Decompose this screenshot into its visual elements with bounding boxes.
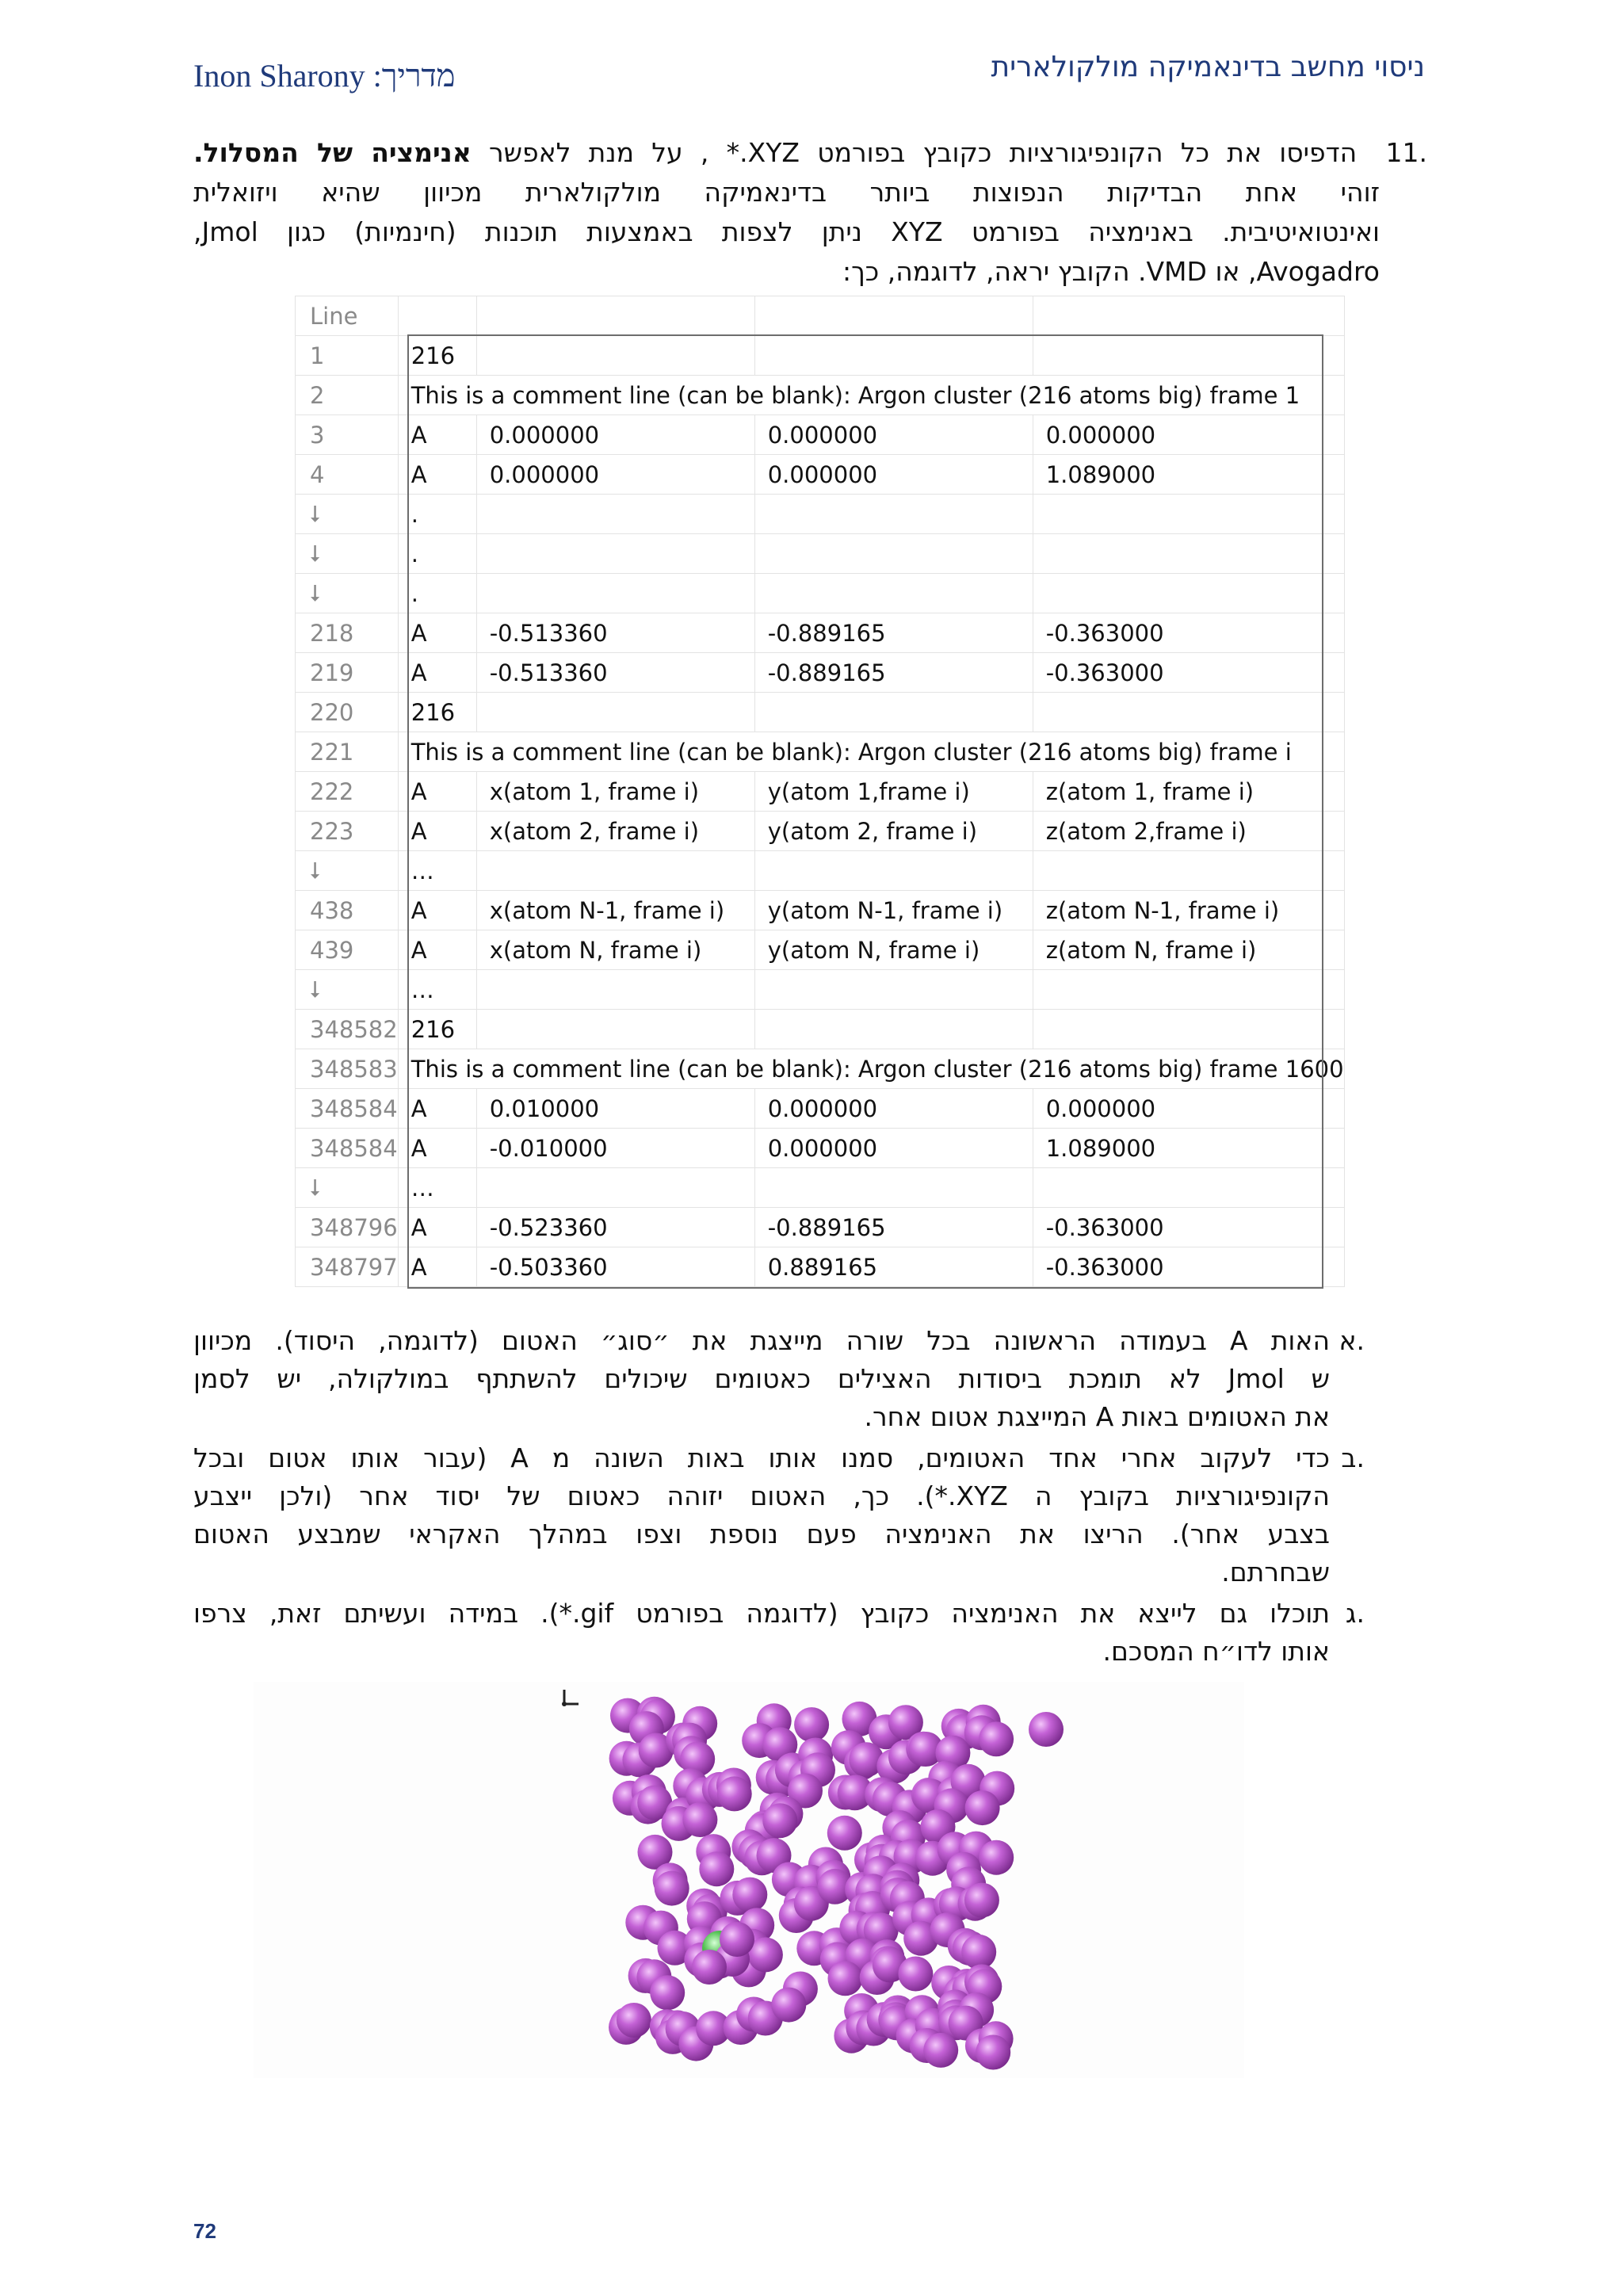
x-cell: x(atom 1, frame i): [476, 772, 754, 812]
argon-atom: [717, 1776, 752, 1811]
argon-atom: [979, 1721, 1014, 1756]
element-cell: A: [398, 1089, 476, 1129]
table-row: [296, 574, 1345, 613]
x-cell: [476, 495, 754, 534]
argon-atom: [827, 1816, 862, 1851]
z-cell: [1033, 1010, 1344, 1049]
table-row: [296, 376, 1345, 415]
y-cell: [754, 693, 1033, 732]
argon-atom: [979, 1840, 1014, 1875]
line-number-cell: ⭣: [296, 534, 399, 574]
x-cell: [476, 574, 754, 613]
x-cell: -0.513360: [476, 653, 754, 693]
y-cell: -0.889165: [754, 653, 1033, 693]
x-cell: -0.513360: [476, 613, 754, 653]
z-cell: 0.000000: [1033, 1089, 1344, 1129]
argon-atom: [965, 1790, 1000, 1825]
z-cell: [1033, 574, 1344, 613]
line-number-cell: 348583: [296, 1049, 399, 1089]
list-item: [193, 1439, 1365, 1591]
argon-atom: [976, 2035, 1010, 2070]
z-cell: [1033, 534, 1344, 574]
y-cell: 0.889165: [754, 1247, 1033, 1287]
line-number-cell: 222: [296, 772, 399, 812]
y-cell: [754, 1010, 1033, 1049]
list-item-line: אותו לדו״ח המסכם.: [1102, 1636, 1330, 1667]
argon-atom: [699, 1851, 734, 1886]
element-cell: A: [398, 1129, 476, 1168]
x-cell: x(atom 2, frame i): [476, 812, 754, 851]
table-header-line: Line: [296, 296, 399, 336]
line-number-cell: 348797: [296, 1247, 399, 1287]
line-number-cell: 221: [296, 732, 399, 772]
list-item: [193, 1595, 1365, 1671]
line-number-cell: 219: [296, 653, 399, 693]
table-row: [296, 613, 1345, 653]
line-number-cell: ⭣: [296, 1168, 399, 1208]
y-cell: [754, 495, 1033, 534]
line-number-cell: 220: [296, 693, 399, 732]
element-cell: …: [398, 970, 476, 1010]
y-cell: y(atom N-1, frame i): [754, 891, 1033, 930]
x-cell: [476, 1168, 754, 1208]
argon-atom: [964, 1883, 999, 1918]
x-cell: [476, 534, 754, 574]
argon-atom: [682, 1802, 717, 1837]
element-cell: .: [398, 534, 476, 574]
y-cell: y(atom N, frame i): [754, 930, 1033, 970]
x-cell: [476, 336, 754, 376]
argon-cluster-render: [254, 1682, 1244, 2078]
z-cell: -0.363000: [1033, 1247, 1344, 1287]
element-cell: A: [398, 772, 476, 812]
y-cell: -0.889165: [754, 1208, 1033, 1247]
list-item-line: ש Jmol לא תומכת ביסודות האצילים כאטומים שיכולים להשתתף במולקולה, יש לסמן: [193, 1363, 1330, 1394]
line-number-cell: 348582: [296, 1010, 399, 1049]
line-number-cell: 348796: [296, 1208, 399, 1247]
list-item-marker: .א: [1338, 1325, 1365, 1356]
table-row: [296, 653, 1345, 693]
x-cell: [476, 851, 754, 891]
axis-icon: [559, 1687, 583, 1710]
line-number-cell: 3: [296, 415, 399, 455]
table-row: [296, 455, 1345, 495]
element-cell: A: [398, 415, 476, 455]
z-cell: -0.363000: [1033, 653, 1344, 693]
table-row: [296, 693, 1345, 732]
z-cell: z(atom 2,frame i): [1033, 812, 1344, 851]
y-cell: y(atom 1,frame i): [754, 772, 1033, 812]
table-row: [296, 1010, 1345, 1049]
table-row: [296, 1208, 1345, 1247]
list-item-line: בצבע אחר). הריצו את האנימציה פעם נוספת וצפו במהלך האקראי שמבצע האטום: [193, 1519, 1330, 1549]
y-cell: 0.000000: [754, 415, 1033, 455]
table-row: [296, 1168, 1345, 1208]
line-number-cell: 1: [296, 336, 399, 376]
section-line-1-bold: אנימציה של המסלול.: [193, 137, 472, 168]
table-row: [296, 1247, 1345, 1287]
list-item: [193, 1322, 1365, 1436]
element-cell: …: [398, 851, 476, 891]
table-row: [296, 772, 1345, 812]
line-number-cell: 348584: [296, 1089, 399, 1129]
table-row: [296, 851, 1345, 891]
table-row: [296, 732, 1345, 772]
line-number-cell: 223: [296, 812, 399, 851]
z-cell: -0.363000: [1033, 613, 1344, 653]
list-item-line: תוכלו גם לייצא את האנימציה כקובץ (לדוגמה בפורמט ‎*.gif‎). במידה ועשיתם זאת, צרפו: [193, 1598, 1331, 1629]
line-number-cell: 218: [296, 613, 399, 653]
argon-atom: [650, 1975, 685, 2010]
comment-cell: This is a comment line (can be blank): Argon cluster (216 atoms big) frame 1: [398, 376, 1344, 415]
element-cell: A: [398, 891, 476, 930]
table-row: [296, 891, 1345, 930]
line-number-cell: ⭣: [296, 851, 399, 891]
table-row: [296, 812, 1345, 851]
z-cell: -0.363000: [1033, 1208, 1344, 1247]
element-cell: A: [398, 812, 476, 851]
comment-cell: This is a comment line (can be blank): Argon cluster (216 atoms big) frame i: [398, 732, 1344, 772]
course-title: ניסוי מחשב בדינאמיקה מולקולארית: [991, 51, 1425, 83]
z-cell: 1.089000: [1033, 455, 1344, 495]
argon-cluster-figure: [254, 1682, 1244, 2078]
element-cell: A: [398, 1208, 476, 1247]
element-cell: A: [398, 653, 476, 693]
line-number-cell: 2: [296, 376, 399, 415]
line-number-cell: ⭣: [296, 970, 399, 1010]
z-cell: z(atom 1, frame i): [1033, 772, 1344, 812]
list-item-marker: .ב: [1341, 1442, 1365, 1473]
element-cell: A: [398, 930, 476, 970]
x-cell: x(atom N-1, frame i): [476, 891, 754, 930]
y-cell: y(atom 2, frame i): [754, 812, 1033, 851]
table-header-row: [296, 296, 1345, 336]
element-cell: 216: [398, 336, 476, 376]
table-row: [296, 1049, 1345, 1089]
z-cell: [1033, 693, 1344, 732]
line-number-cell: 439: [296, 930, 399, 970]
argon-atom: [692, 1950, 727, 1985]
element-cell: A: [398, 1247, 476, 1287]
page-number: 72: [193, 2219, 216, 2243]
x-cell: 0.010000: [476, 1089, 754, 1129]
z-cell: [1033, 1168, 1344, 1208]
element-cell: A: [398, 455, 476, 495]
x-cell: [476, 970, 754, 1010]
y-cell: -0.889165: [754, 613, 1033, 653]
table-row: [296, 1129, 1345, 1168]
comment-cell: This is a comment line (can be blank): Argon cluster (216 atoms big) frame 1600: [398, 1049, 1344, 1089]
list-item-line: שבחרתם.: [1221, 1557, 1330, 1587]
argon-atom: [923, 2033, 958, 2068]
y-cell: [754, 574, 1033, 613]
y-cell: [754, 534, 1033, 574]
x-cell: -0.010000: [476, 1129, 754, 1168]
line-number-cell: 4: [296, 455, 399, 495]
list-item-line: את האטומים באות A המייצגת אטום אחר.: [864, 1401, 1330, 1432]
instructor-name: Inon Sharony :מדריך: [193, 58, 456, 94]
line-number-cell: 348584: [296, 1129, 399, 1168]
list-item-line: האות A בעמודה הראשונה בכל שורה מייצגת את ״סוג״ האטום (לדוגמה, היסוד). מכיוון: [193, 1325, 1330, 1356]
section-number: .11: [1385, 137, 1427, 168]
section-line-2: זוהי אחת הבדיקות הנפוצות ביותר בדינאמיקה מולקולארית מכיוון שהיא ויזואלית: [193, 177, 1380, 208]
table-row: [296, 495, 1345, 534]
section-line-4: Avogadro, או VMD. הקובץ יראה, לדוגמה, כך:: [842, 256, 1380, 287]
table-row: [296, 930, 1345, 970]
x-cell: 0.000000: [476, 415, 754, 455]
z-cell: [1033, 970, 1344, 1010]
table-row: [296, 336, 1345, 376]
z-cell: 1.089000: [1033, 1129, 1344, 1168]
argon-atom: [720, 1922, 754, 1957]
element-cell: 216: [398, 1010, 476, 1049]
table-row: [296, 1089, 1345, 1129]
argon-atom: [828, 1961, 863, 1996]
z-cell: z(atom N-1, frame i): [1033, 891, 1344, 930]
section-line-1: הדפיסו את כל הקונפיגורציות כקובץ בפורמט ‎*.XYZ‎ , על מנת לאפשר: [489, 137, 1358, 168]
element-cell: .: [398, 574, 476, 613]
argon-atom: [1029, 1712, 1064, 1747]
x-cell: -0.503360: [476, 1247, 754, 1287]
y-cell: 0.000000: [754, 455, 1033, 495]
element-cell: A: [398, 613, 476, 653]
x-cell: -0.523360: [476, 1208, 754, 1247]
section-11-paragraph: [193, 133, 1427, 292]
line-number-cell: ⭣: [296, 574, 399, 613]
y-cell: [754, 336, 1033, 376]
x-cell: x(atom N, frame i): [476, 930, 754, 970]
argon-atom: [732, 1878, 767, 1912]
element-cell: .: [398, 495, 476, 534]
list-item-marker: .ג: [1345, 1598, 1365, 1629]
table-row: [296, 415, 1345, 455]
list-item-line: כדי לעקוב אחרי אחד האטומים, סמנו אותו באות השונה מ A (עבור אותו אטום ובכל: [193, 1442, 1330, 1473]
y-cell: 0.000000: [754, 1089, 1033, 1129]
table-row: [296, 970, 1345, 1010]
y-cell: [754, 851, 1033, 891]
list-item-line: הקונפיגורציות בקובץ ה ‎*.XYZ‎). כך, האטום יזוהה כאטום של יסוד אחר (ולכן ייצבע: [193, 1480, 1330, 1511]
element-cell: …: [398, 1168, 476, 1208]
table-row: [296, 534, 1345, 574]
argon-atom: [898, 1957, 933, 1992]
notes-list: [193, 1322, 1365, 1674]
x-cell: 0.000000: [476, 455, 754, 495]
argon-atom: [961, 1935, 996, 1969]
x-cell: [476, 693, 754, 732]
y-cell: [754, 1168, 1033, 1208]
argon-atom: [762, 1803, 797, 1838]
z-cell: z(atom N, frame i): [1033, 930, 1344, 970]
line-number-cell: ⭣: [296, 495, 399, 534]
x-cell: [476, 1010, 754, 1049]
argon-atom: [794, 1707, 829, 1742]
xyz-example-table: [295, 296, 1345, 1287]
element-cell: 216: [398, 693, 476, 732]
argon-atom: [771, 1988, 806, 2023]
argon-atom: [655, 1871, 689, 1906]
y-cell: [754, 970, 1033, 1010]
argon-atom: [617, 2003, 651, 2038]
section-line-3: ואינטואיטיבית. באנימציה בפורמט XYZ ניתן לצפות באמצעות תוכנות (חינמיות) כגון Jmol,: [193, 216, 1380, 247]
z-cell: [1033, 851, 1344, 891]
z-cell: 0.000000: [1033, 415, 1344, 455]
y-cell: 0.000000: [754, 1129, 1033, 1168]
line-number-cell: 438: [296, 891, 399, 930]
z-cell: [1033, 495, 1344, 534]
z-cell: [1033, 336, 1344, 376]
